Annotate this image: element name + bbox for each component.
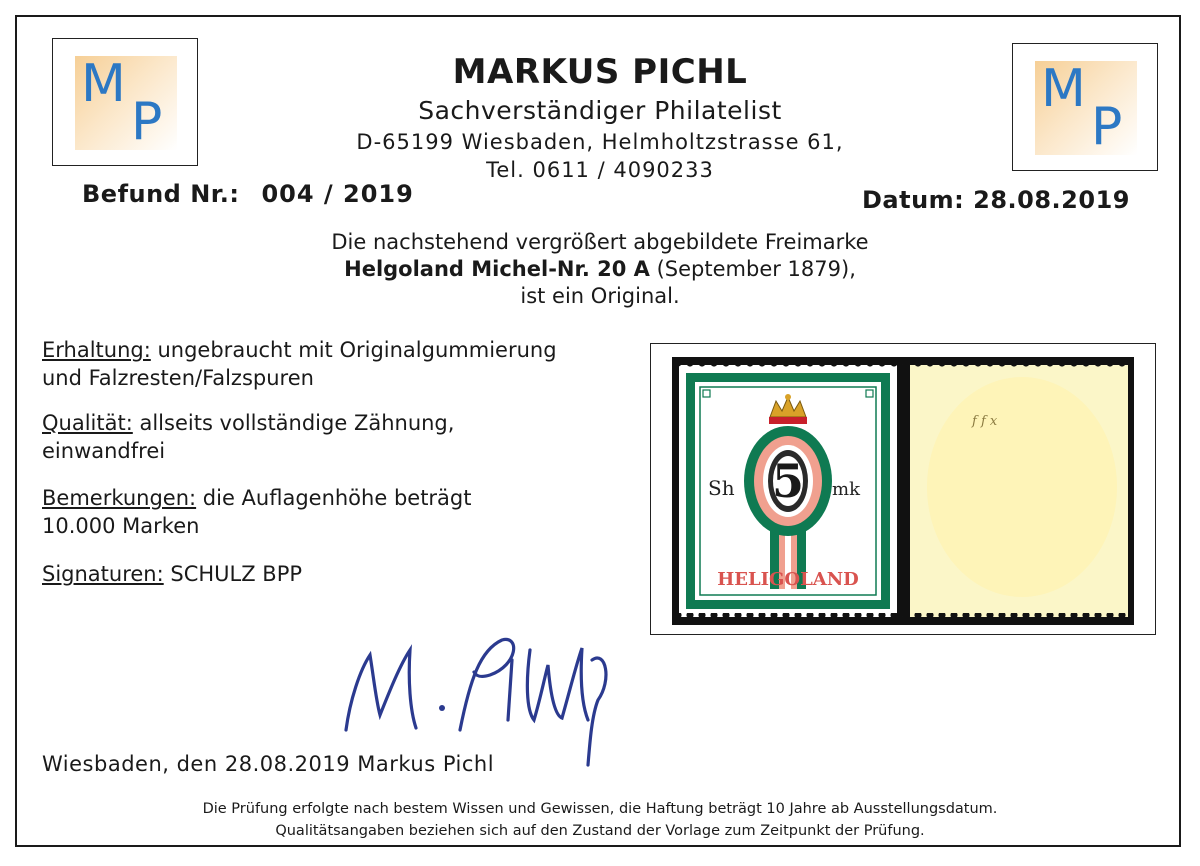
stamp-back (910, 365, 1128, 617)
field-label: Bemerkungen: (42, 486, 197, 510)
field-signaturen (42, 560, 302, 588)
expert-phone: Tel. 0611 / 4090233 (486, 158, 714, 182)
closing-line: Wiesbaden, den 28.08.2019 Markus Pichl (42, 752, 495, 776)
field-value: die Auflagenhöhe beträgt (196, 486, 472, 510)
field-bemerkungen (42, 484, 472, 540)
field-label: Erhaltung: (42, 338, 151, 362)
logo-letter-p: P (131, 92, 163, 150)
stamp-issue-date: (September 1879), (649, 257, 856, 281)
field-label: Qualität: (42, 411, 133, 435)
field-value: ungebraucht mit Originalgummierung (150, 338, 557, 362)
field-value-cont: einwandfrei (42, 439, 166, 463)
stamp-left-label: Sh (708, 476, 735, 500)
field-qualitaet (42, 409, 454, 465)
signature-drawing (330, 620, 630, 770)
expert-address: D-65199 Wiesbaden, Helmholtzstrasse 61, (356, 130, 844, 154)
field-label: Signaturen: (42, 562, 164, 586)
stamp-right-label: mk (832, 479, 860, 500)
stamp-country: HELIGOLAND (717, 569, 859, 590)
field-erhaltung (42, 336, 557, 392)
logo-letter-m: M (1041, 61, 1086, 119)
intro-line-2 (0, 257, 1200, 281)
expert-title: Sachverständiger Philatelist (418, 96, 782, 125)
stamp-back-note: f f x (972, 414, 998, 429)
disclaimer-line-2: Qualitätsangaben beziehen sich auf den Zustand der Vorlage zum Zeitpunkt der Prüfung. (275, 823, 925, 839)
handwritten-signature (330, 620, 630, 774)
certificate-date: Datum: 28.08.2019 (862, 186, 1130, 214)
field-value-cont: 10.000 Marken (42, 514, 200, 538)
disclaimer-line-1: Die Prüfung erfolgte nach bestem Wissen und Gewissen, die Haftung beträgt 10 Jahre ab Ausstellungsdatum. (202, 801, 998, 817)
field-value: SCHULZ BPP (163, 562, 303, 586)
stamp-image-background (672, 357, 1134, 625)
certificate-number-label: Befund Nr.: (82, 180, 240, 208)
certificate-number-value: 004 / 2019 (261, 180, 414, 208)
logo-letter-p: P (1091, 97, 1123, 155)
intro-line-1: Die nachstehend vergrößert abgebildete Freimarke (331, 230, 869, 254)
stamp-value: 5 (771, 454, 805, 508)
expert-name: MARKUS PICHL (452, 52, 748, 92)
stamp-front (679, 365, 897, 617)
field-value: allseits vollständige Zähnung, (132, 411, 455, 435)
stamp-images (672, 357, 1134, 625)
field-value-cont: und Falzresten/Falzspuren (42, 366, 314, 390)
intro-line-3: ist ein Original. (520, 284, 680, 308)
logo-letter-m: M (81, 56, 126, 114)
stamp-identification: Helgoland Michel-Nr. 20 A (344, 257, 650, 281)
certificate-number (82, 180, 414, 208)
